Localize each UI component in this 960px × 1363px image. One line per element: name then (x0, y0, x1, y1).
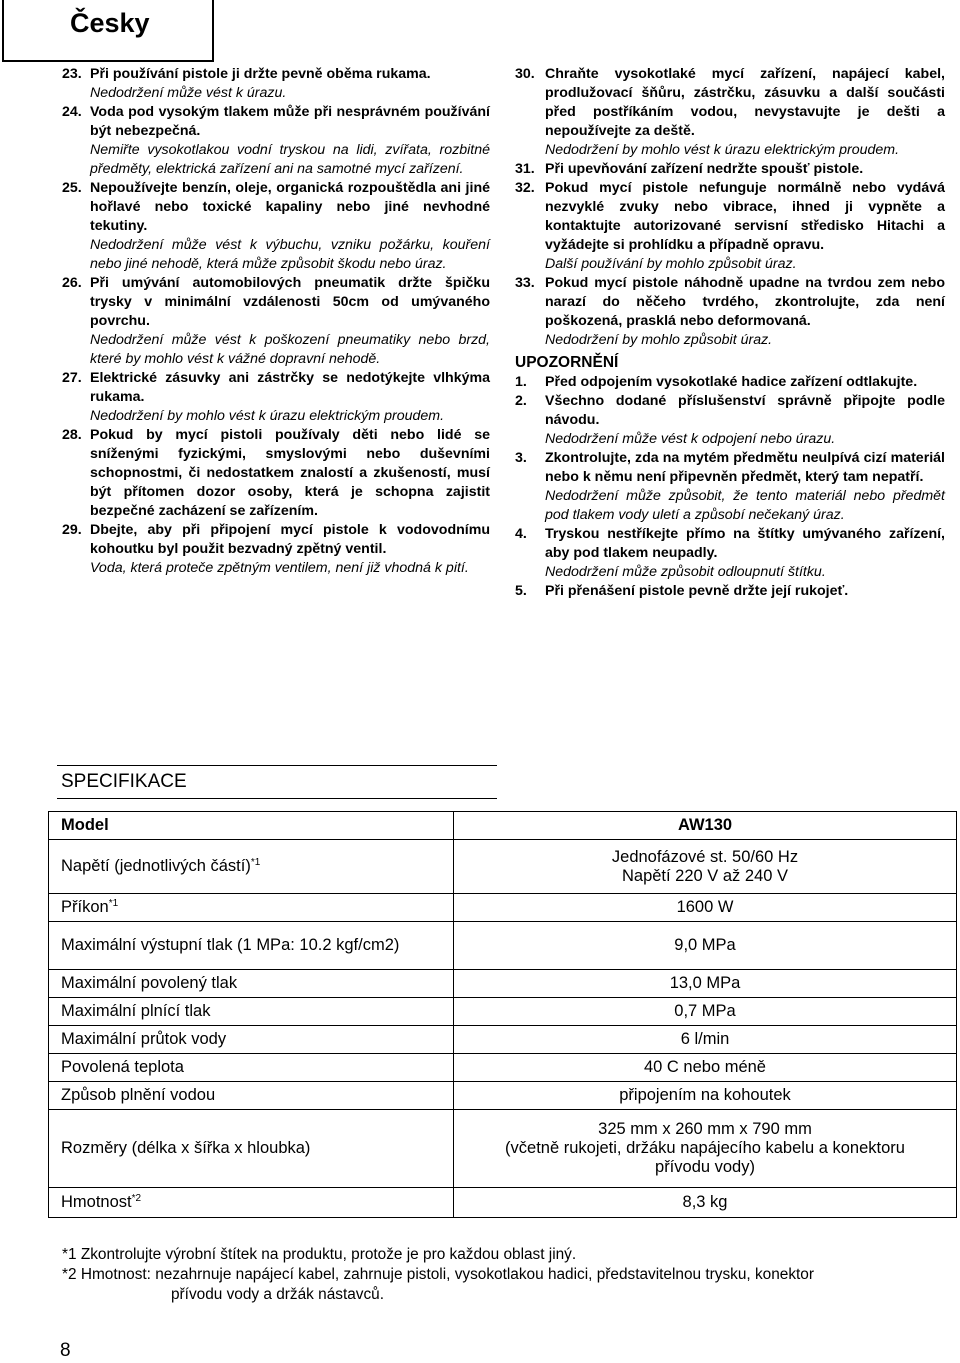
spec-value: 1600 W (454, 894, 957, 922)
spec-label (49, 998, 454, 1026)
page-number: 8 (60, 1340, 71, 1361)
item-warning: Nedodržení by mohlo vést k úrazu elektrickým proudem. (90, 408, 445, 424)
spec-value: 40 C nebo méně (454, 1054, 957, 1082)
footnotes (62, 1245, 952, 1305)
spec-value: připojením na kohoutek (454, 1082, 957, 1110)
safety-item (515, 274, 945, 350)
item-number: 24. (62, 104, 82, 120)
spec-label-text: Způsob plnění vodou (61, 1086, 216, 1104)
item-number: 28. (62, 427, 82, 443)
spec-row (49, 1026, 957, 1054)
spec-table (48, 811, 957, 1218)
spec-label-text: Maximální výstupní tlak (1 MPa: 10.2 kgf/cm2) (61, 936, 400, 954)
item-text: Tryskou nestříkejte přímo na štítky umývaného zařízení, aby pod tlakem neupadly. (545, 526, 945, 561)
item-warning: Nemiřte vysokotlakou vodní tryskou na lidi, zvířata, rozbitné předměty, elektrická zařízení ani na samotné mycí zařízení. (90, 142, 490, 177)
spec-row (49, 1054, 957, 1082)
spec-label-text: Napětí (jednotlivých částí) (61, 857, 251, 875)
item-number: 26. (62, 275, 82, 291)
item-number: 23. (62, 66, 82, 82)
item-text: Pokud by mycí pistoli používaly děti nebo lidé se sníženými fyzickými, smyslovými nebo duševními schopnostmi, či nedostatkem znalostí a zkušeností, musí být přítomen dozor osoby, která je schopna zajistit bezpečné zacházení se zařízením. (90, 427, 490, 519)
safety-item (62, 274, 490, 369)
spec-label-text: Maximální povolený tlak (61, 974, 238, 992)
footnote-2-continuation: přívodu vody a držák nástavců. (171, 1286, 385, 1303)
footnote-marker: *1 (108, 898, 119, 909)
item-warning: Voda, která proteče zpětným ventilem, není již vhodná k pití. (90, 560, 469, 576)
item-warning: Nedodržení může vést k poškození pneumatiky nebo brzd, které by mohlo vést k vážné dopravní nehodě. (90, 332, 490, 367)
spec-title-bar (57, 765, 497, 799)
spec-label (49, 970, 454, 998)
spec-label (49, 840, 454, 894)
safety-items-right (515, 65, 945, 350)
footnote-2: *2 Hmotnost: nezahrnuje napájecí kabel, zahrnuje pistoli, vysokotlakou hadici, představitelnou trysku, konektor (62, 1266, 814, 1283)
footnote-marker: *2 (131, 1193, 142, 1204)
spec-value: 8,3 kg (454, 1188, 957, 1218)
spec-label (49, 1188, 454, 1218)
left-column (62, 65, 490, 578)
spec-header-row (49, 812, 957, 840)
safety-item (515, 449, 945, 525)
spec-row (49, 998, 957, 1026)
safety-item (515, 373, 945, 392)
item-number: 4. (515, 526, 527, 542)
item-number: 1. (515, 374, 527, 390)
item-warning: Nedodržení může vést k odpojení nebo úrazu. (545, 431, 836, 447)
spec-value: 0,7 MPa (454, 998, 957, 1026)
item-warning: Nedodržení může vést k úrazu. (90, 85, 287, 101)
item-text: Elektrické zásuvky ani zástrčky se nedotýkejte vlhkýma rukama. (90, 370, 490, 405)
safety-item (515, 392, 945, 449)
spec-row (49, 922, 957, 970)
spec-value: Jednofázové st. 50/60 Hz Napětí 220 V až 240 V (454, 840, 957, 894)
item-text: Pokud mycí pistole náhodně upadne na tvrdou zem nebo narazí do něčeho tvrdého, zkontrolujte, zda není poškozená, prasklá nebo deformovaná. (545, 275, 945, 329)
safety-item (515, 582, 945, 601)
spec-label-text: Povolená teplota (61, 1058, 184, 1076)
item-text: Nepoužívejte benzín, oleje, organická rozpouštědla ani jiné hořlavé nebo toxické kapaliny nebo jiné nevhodné tekutiny. (90, 180, 490, 234)
spec-label (49, 894, 454, 922)
caution-items (515, 373, 945, 601)
item-text: Voda pod vysokým tlakem může při nesprávném používání být nebezpečná. (90, 104, 490, 139)
item-number: 5. (515, 583, 527, 599)
spec-label-text: Maximální plnící tlak (61, 1002, 211, 1020)
spec-label (49, 1054, 454, 1082)
item-number: 32. (515, 180, 535, 196)
safety-item (515, 65, 945, 160)
spec-value: 9,0 MPa (454, 922, 957, 970)
item-text: Všechno dodané příslušenství správně připojte podle návodu. (545, 393, 945, 428)
safety-item (62, 179, 490, 274)
spec-label (49, 922, 454, 970)
spec-value: 13,0 MPa (454, 970, 957, 998)
item-number: 2. (515, 393, 527, 409)
item-warning: Nedodržení může způsobit odloupnutí štítku. (545, 564, 826, 580)
safety-item (62, 521, 490, 578)
caution-heading: UPOZORNĚNÍ (515, 354, 619, 371)
item-number: 29. (62, 522, 82, 538)
spec-label (49, 1110, 454, 1188)
item-text: Při přenášení pistole pevně držte její rukojeť. (545, 583, 849, 599)
safety-item (62, 426, 490, 521)
spec-value: 6 l/min (454, 1026, 957, 1054)
item-text: Pokud mycí pistole nefunguje normálně nebo vydává nezvyklé zvuky nebo vibrace, ihned ji vypněte a kontaktujte autorizované servisní středisko Hitachi a vyžádejte si prohlídku a případně opravu. (545, 180, 945, 253)
item-number: 27. (62, 370, 82, 386)
language-tab (2, 0, 214, 62)
spec-label (49, 1082, 454, 1110)
spec-label-text: Rozměry (délka x šířka x hloubka) (61, 1139, 311, 1157)
item-number: 30. (515, 66, 535, 82)
spec-value: 325 mm x 260 mm x 790 mm (včetně rukojeti, držáku napájecího kabelu a konektoru přívodu vody) (454, 1110, 957, 1188)
spec-row (49, 840, 957, 894)
spec-row (49, 1188, 957, 1218)
spec-row (49, 894, 957, 922)
item-warning: Nedodržení může vést k výbuchu, vzniku požárku, kouření nebo jiné nehodě, která může způsobit škodu nebo úraz. (90, 237, 490, 272)
safety-item (62, 103, 490, 179)
item-number: 31. (515, 161, 535, 177)
item-text: Zkontrolujte, zda na mytém předmětu neulpívá cizí materiál nebo k němu není připevněn předmět, který tam nepatří. (545, 450, 945, 485)
item-warning: Nedodržení by mohlo vést k úrazu elektrickým proudem. (545, 142, 900, 158)
spec-label (49, 1026, 454, 1054)
item-text: Chraňte vysokotlaké mycí zařízení, napájecí kabel, prodlužovací šňůru, zástrčku, zásuvku a další součásti před postříkáním vodou, nevystavujte je dešti a nepoužívejte za deště. (545, 66, 945, 139)
safety-item (515, 179, 945, 274)
safety-item (515, 160, 945, 179)
spec-row (49, 970, 957, 998)
item-warning: Nedodržení by mohlo způsobit úraz. (545, 332, 773, 348)
item-text: Dbejte, aby při připojení mycí pistole k vodovodnímu kohoutku byl použit bezvadný zpětný ventil. (90, 522, 490, 557)
item-text: Při upevňování zařízení nedržte spoušť pistole. (545, 161, 864, 177)
language-label: Česky (70, 8, 150, 38)
spec-header-label: Model (49, 812, 454, 840)
footnote-marker: *1 (250, 857, 261, 868)
item-warning: Další používání by mohlo způsobit úraz. (545, 256, 797, 272)
safety-item (515, 525, 945, 582)
safety-item (62, 65, 490, 103)
right-column (515, 65, 945, 601)
item-number: 33. (515, 275, 535, 291)
item-text: Před odpojením vysokotlaké hadice zařízení odtlakujte. (545, 374, 918, 390)
spec-label-text: Hmotnost (61, 1193, 132, 1211)
spec-title: SPECIFIKACE (61, 771, 187, 792)
spec-label-text: Příkon (61, 898, 109, 916)
footnote-1: *1 Zkontrolujte výrobní štítek na produktu, protože je pro každou oblast jiný. (62, 1246, 577, 1263)
item-warning: Nedodržení může způsobit, že tento materiál nebo předmět pod tlakem vody uletí a způsobí nečekaný úraz. (545, 488, 945, 523)
safety-item (62, 369, 490, 426)
item-text: Při používání pistole ji držte pevně oběma rukama. (90, 66, 431, 82)
spec-row (49, 1082, 957, 1110)
item-number: 25. (62, 180, 82, 196)
item-text: Při umývání automobilových pneumatik držte špičku trysky v minimální vzdálenosti 50cm od umývaného povrchu. (90, 275, 490, 329)
spec-header-value: AW130 (454, 812, 957, 840)
spec-label-text: Maximální průtok vody (61, 1030, 227, 1048)
item-number: 3. (515, 450, 527, 466)
spec-row (49, 1110, 957, 1188)
